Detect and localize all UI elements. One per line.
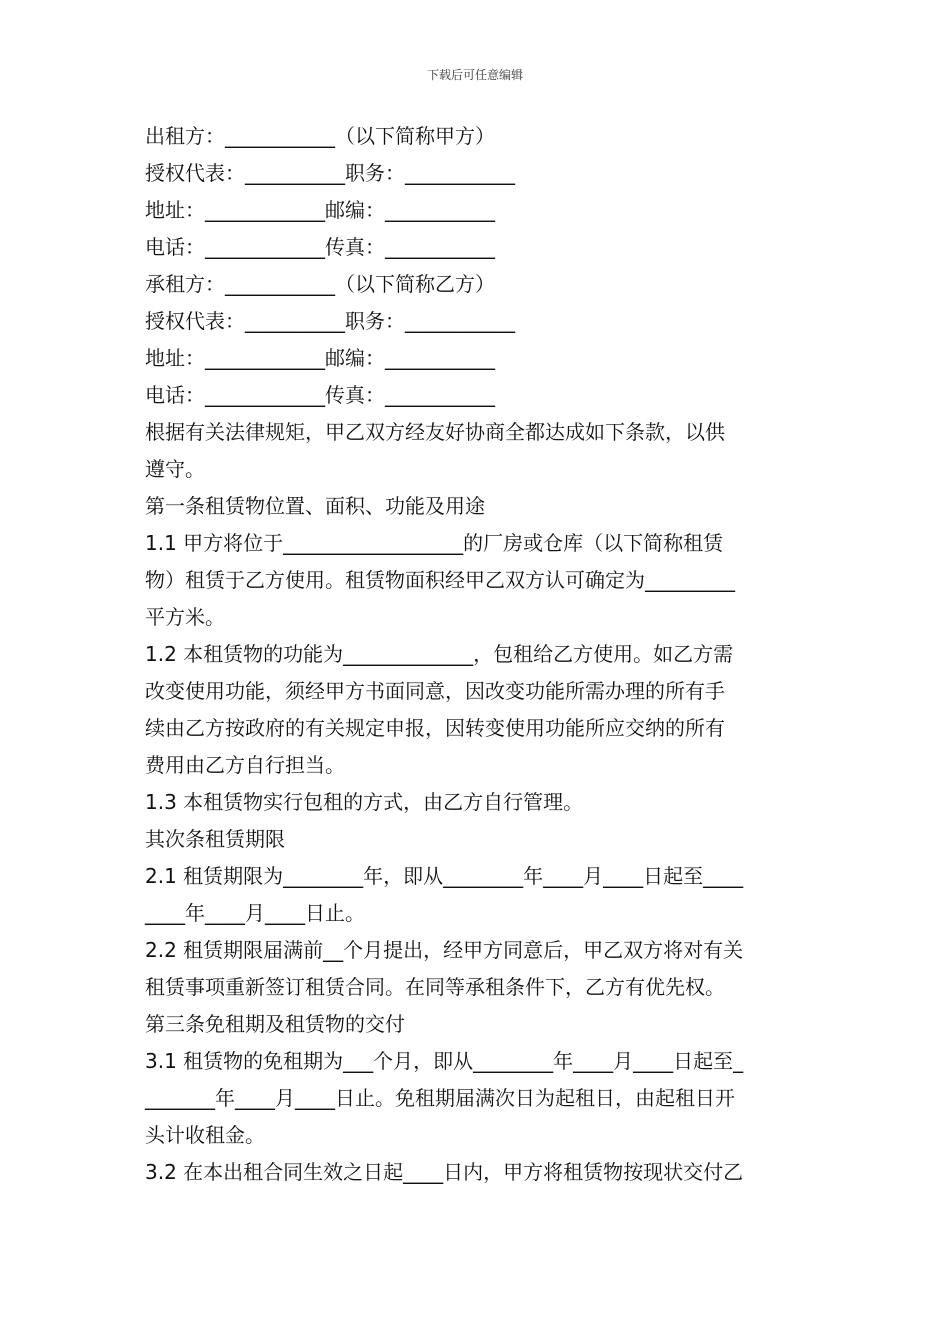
text-line: 电话：____________传真：___________	[145, 383, 495, 407]
text-line: 费用由乙方自行担当。	[145, 753, 345, 777]
text-line: 物）租赁于乙方使用。租赁物面积经甲乙双方认可确定为_________	[145, 568, 735, 592]
section-heading: 其次条租赁期限	[145, 827, 285, 851]
text-line: 地址：____________邮编：___________	[145, 346, 495, 370]
text-line: 1.3 本租赁物实行包租的方式，由乙方自行管理。	[145, 790, 584, 814]
section-heading: 第一条租赁物位置、面积、功能及用途	[145, 494, 485, 518]
text-line: 授权代表：__________职务：___________	[145, 309, 515, 333]
text-line: 租赁事项重新签订租赁合同。在同等承租条件下，乙方有优先权。	[145, 975, 725, 999]
text-line: 改变使用功能，须经甲方书面同意，因改变功能所需办理的所有手	[145, 679, 725, 703]
text-line: 头计收租金。	[145, 1123, 265, 1147]
text-line: 遵守。	[145, 457, 205, 481]
text-line: 3.1 租赁物的免租期为___个月，即从________年____月____日起至_	[145, 1049, 744, 1073]
text-line: ____年____月____日止。	[145, 901, 365, 925]
contract-body	[145, 118, 810, 1191]
text-line: 1.2 本租赁物的功能为_____________，包租给乙方使用。如乙方需	[145, 642, 734, 666]
text-line: 3.2 在本出租合同生效之日起____日内，甲方将租赁物按现状交付乙	[145, 1160, 744, 1184]
section-heading: 第三条免租期及租赁物的交付	[145, 1012, 405, 1036]
text-line: 出租方：___________（以下简称甲方）	[145, 124, 495, 148]
text-line: 平方米。	[145, 605, 225, 629]
text-line: 根据有关法律规矩，甲乙双方经友好协商全都达成如下条款，以供	[145, 420, 725, 444]
text-line: 续由乙方按政府的有关规定申报，因转变使用功能所应交纳的所有	[145, 716, 725, 740]
text-line: 地址：____________邮编：___________	[145, 198, 495, 222]
text-line: 授权代表：__________职务：___________	[145, 161, 515, 185]
text-line: _______年____月____日止。免租期届满次日为起租日，由起租日开	[145, 1086, 735, 1110]
text-line: 承租方：___________（以下简称乙方）	[145, 272, 495, 296]
text-line: 1.1 甲方将位于__________________的厂房或仓库（以下简称租赁	[145, 531, 724, 555]
text-line: 电话：____________传真：___________	[145, 235, 495, 259]
page-header-note: 下载后可任意编辑	[426, 68, 523, 82]
text-line: 2.2 租赁期限届满前__个月提出，经甲方同意后，甲乙双方将对有关	[145, 938, 744, 962]
text-line: 2.1 租赁期限为________年，即从________年____月____日起至____	[145, 864, 744, 888]
